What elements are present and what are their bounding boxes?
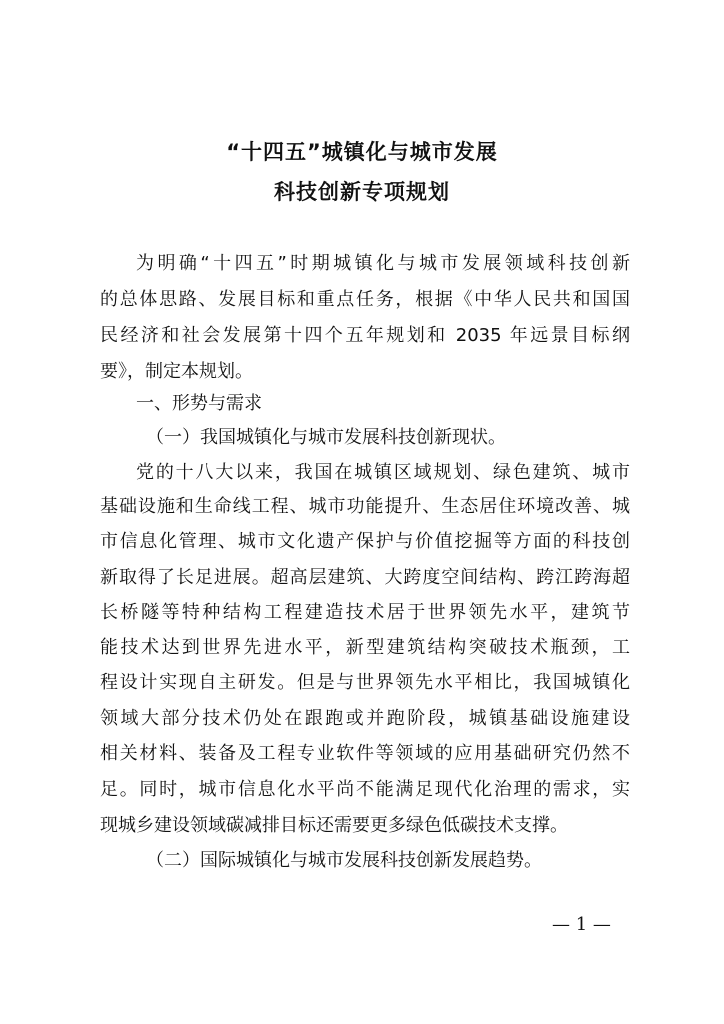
body-line: 领域大部分技术仍处在跟跑或并跑阶段，城镇基础设施建设 bbox=[100, 708, 630, 729]
body-line: 基础设施和生命线工程、城市功能提升、生态居住环境改善、城 bbox=[100, 496, 630, 517]
body-line: 能技术达到世界先进水平，新型建筑结构突破技术瓶颈，工 bbox=[100, 637, 630, 658]
body-line: 长桥隧等特种结构工程建造技术居于世界领先水平，建筑节 bbox=[100, 602, 630, 623]
body-line: 程设计实现自主研发。但是与世界领先水平相比，我国城镇化 bbox=[100, 672, 630, 693]
body-line: 民经济和社会发展第十四个五年规划和 2035 年远景目标纲 bbox=[100, 325, 630, 346]
body-line: 新取得了长足进展。超高层建筑、大跨度空间结构、跨江跨海超 bbox=[100, 567, 630, 588]
body-line: 市信息化管理、城市文化遗产保护与价值挖掘等方面的科技创 bbox=[100, 531, 630, 552]
document-title-line-2: 科技创新专项规划 bbox=[274, 180, 450, 204]
body-line: 要》，制定本规划。 bbox=[100, 361, 253, 382]
subsection-heading: （二）国际城镇化与城市发展科技创新发展趋势。 bbox=[146, 850, 542, 871]
page-number: — 1 — bbox=[552, 914, 611, 935]
body-line: 的总体思路、发展目标和重点任务，根据《中华人民共和国国 bbox=[100, 289, 630, 310]
section-heading: 一、形势与需求 bbox=[136, 393, 262, 414]
body-line: 党的十八大以来，我国在城镇区域规划、绿色建筑、城市 bbox=[136, 462, 630, 483]
subsection-heading: （一）我国城镇化与城市发展科技创新现状。 bbox=[146, 427, 506, 448]
document-title-line-1: “十四五”城镇化与城市发展 bbox=[226, 140, 498, 164]
body-line: 为明确“十四五”时期城镇化与城市发展领域科技创新 bbox=[136, 253, 630, 274]
body-line: 足。同时，城市信息化水平尚不能满足现代化治理的需求，实 bbox=[100, 779, 630, 800]
body-line: 现城乡建设领域碳减排目标还需要更多绿色低碳技术支撑。 bbox=[100, 815, 568, 836]
body-line: 相关材料、装备及工程专业软件等领域的应用基础研究仍然不 bbox=[100, 743, 630, 764]
